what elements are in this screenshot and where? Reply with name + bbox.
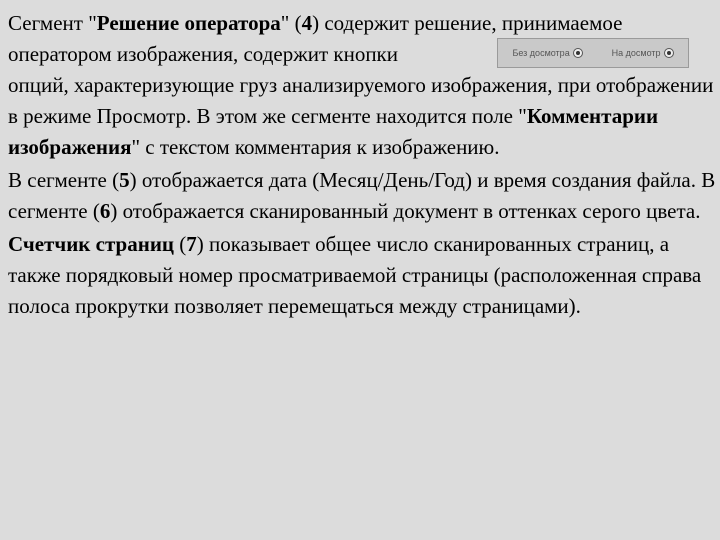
text-span: опций, характеризующие груз анализируемого изображения, при отображении в режиме Просмотр. В этом же сегменте находится поле " bbox=[8, 73, 714, 128]
option-no-inspection[interactable] bbox=[512, 48, 582, 58]
text-span: ) показывает общее число сканированных страниц, а также порядковый номер просматриваемой страницы (расположенная справа полоса прокрутки позволяет перемещаться между страницами). bbox=[8, 232, 702, 318]
radio-icon[interactable] bbox=[573, 48, 583, 58]
text-span: " с текстом комментария к изображению. bbox=[131, 135, 500, 159]
paragraph-page-counter bbox=[8, 229, 716, 322]
text-span: ) отображается дата (Месяц/День/Год) и время создания файла. В сегменте ( bbox=[8, 168, 716, 223]
paragraph-operator-decision bbox=[8, 8, 716, 163]
bold-term-operator-decision: Решение оператора bbox=[96, 11, 281, 35]
text-span: ( bbox=[174, 232, 187, 256]
paragraph-date-and-scan bbox=[8, 165, 716, 227]
option-label: Без досмотра bbox=[512, 48, 570, 58]
text-span: ) содержит решение, принимаемое оператором изображения, содержит кнопки bbox=[8, 11, 623, 66]
text-span: В сегменте ( bbox=[8, 168, 120, 192]
text-span: ) отображается сканированный документ в оттенках серого цвета. bbox=[110, 199, 701, 223]
segment-number: 4 bbox=[301, 11, 313, 35]
radio-icon[interactable] bbox=[664, 48, 674, 58]
segment-number: 5 bbox=[119, 168, 130, 192]
option-inspection[interactable] bbox=[612, 48, 674, 58]
option-buttons-image bbox=[497, 38, 689, 68]
option-label: На досмотр bbox=[611, 48, 661, 58]
text-span: " ( bbox=[280, 11, 302, 35]
bold-term-page-counter: Счетчик страниц bbox=[8, 232, 175, 256]
segment-number: 7 bbox=[186, 232, 197, 256]
text-span: Сегмент " bbox=[8, 11, 97, 35]
bold-term-image-comments: Комментарии изображения bbox=[8, 104, 659, 159]
segment-number: 6 bbox=[99, 199, 111, 223]
